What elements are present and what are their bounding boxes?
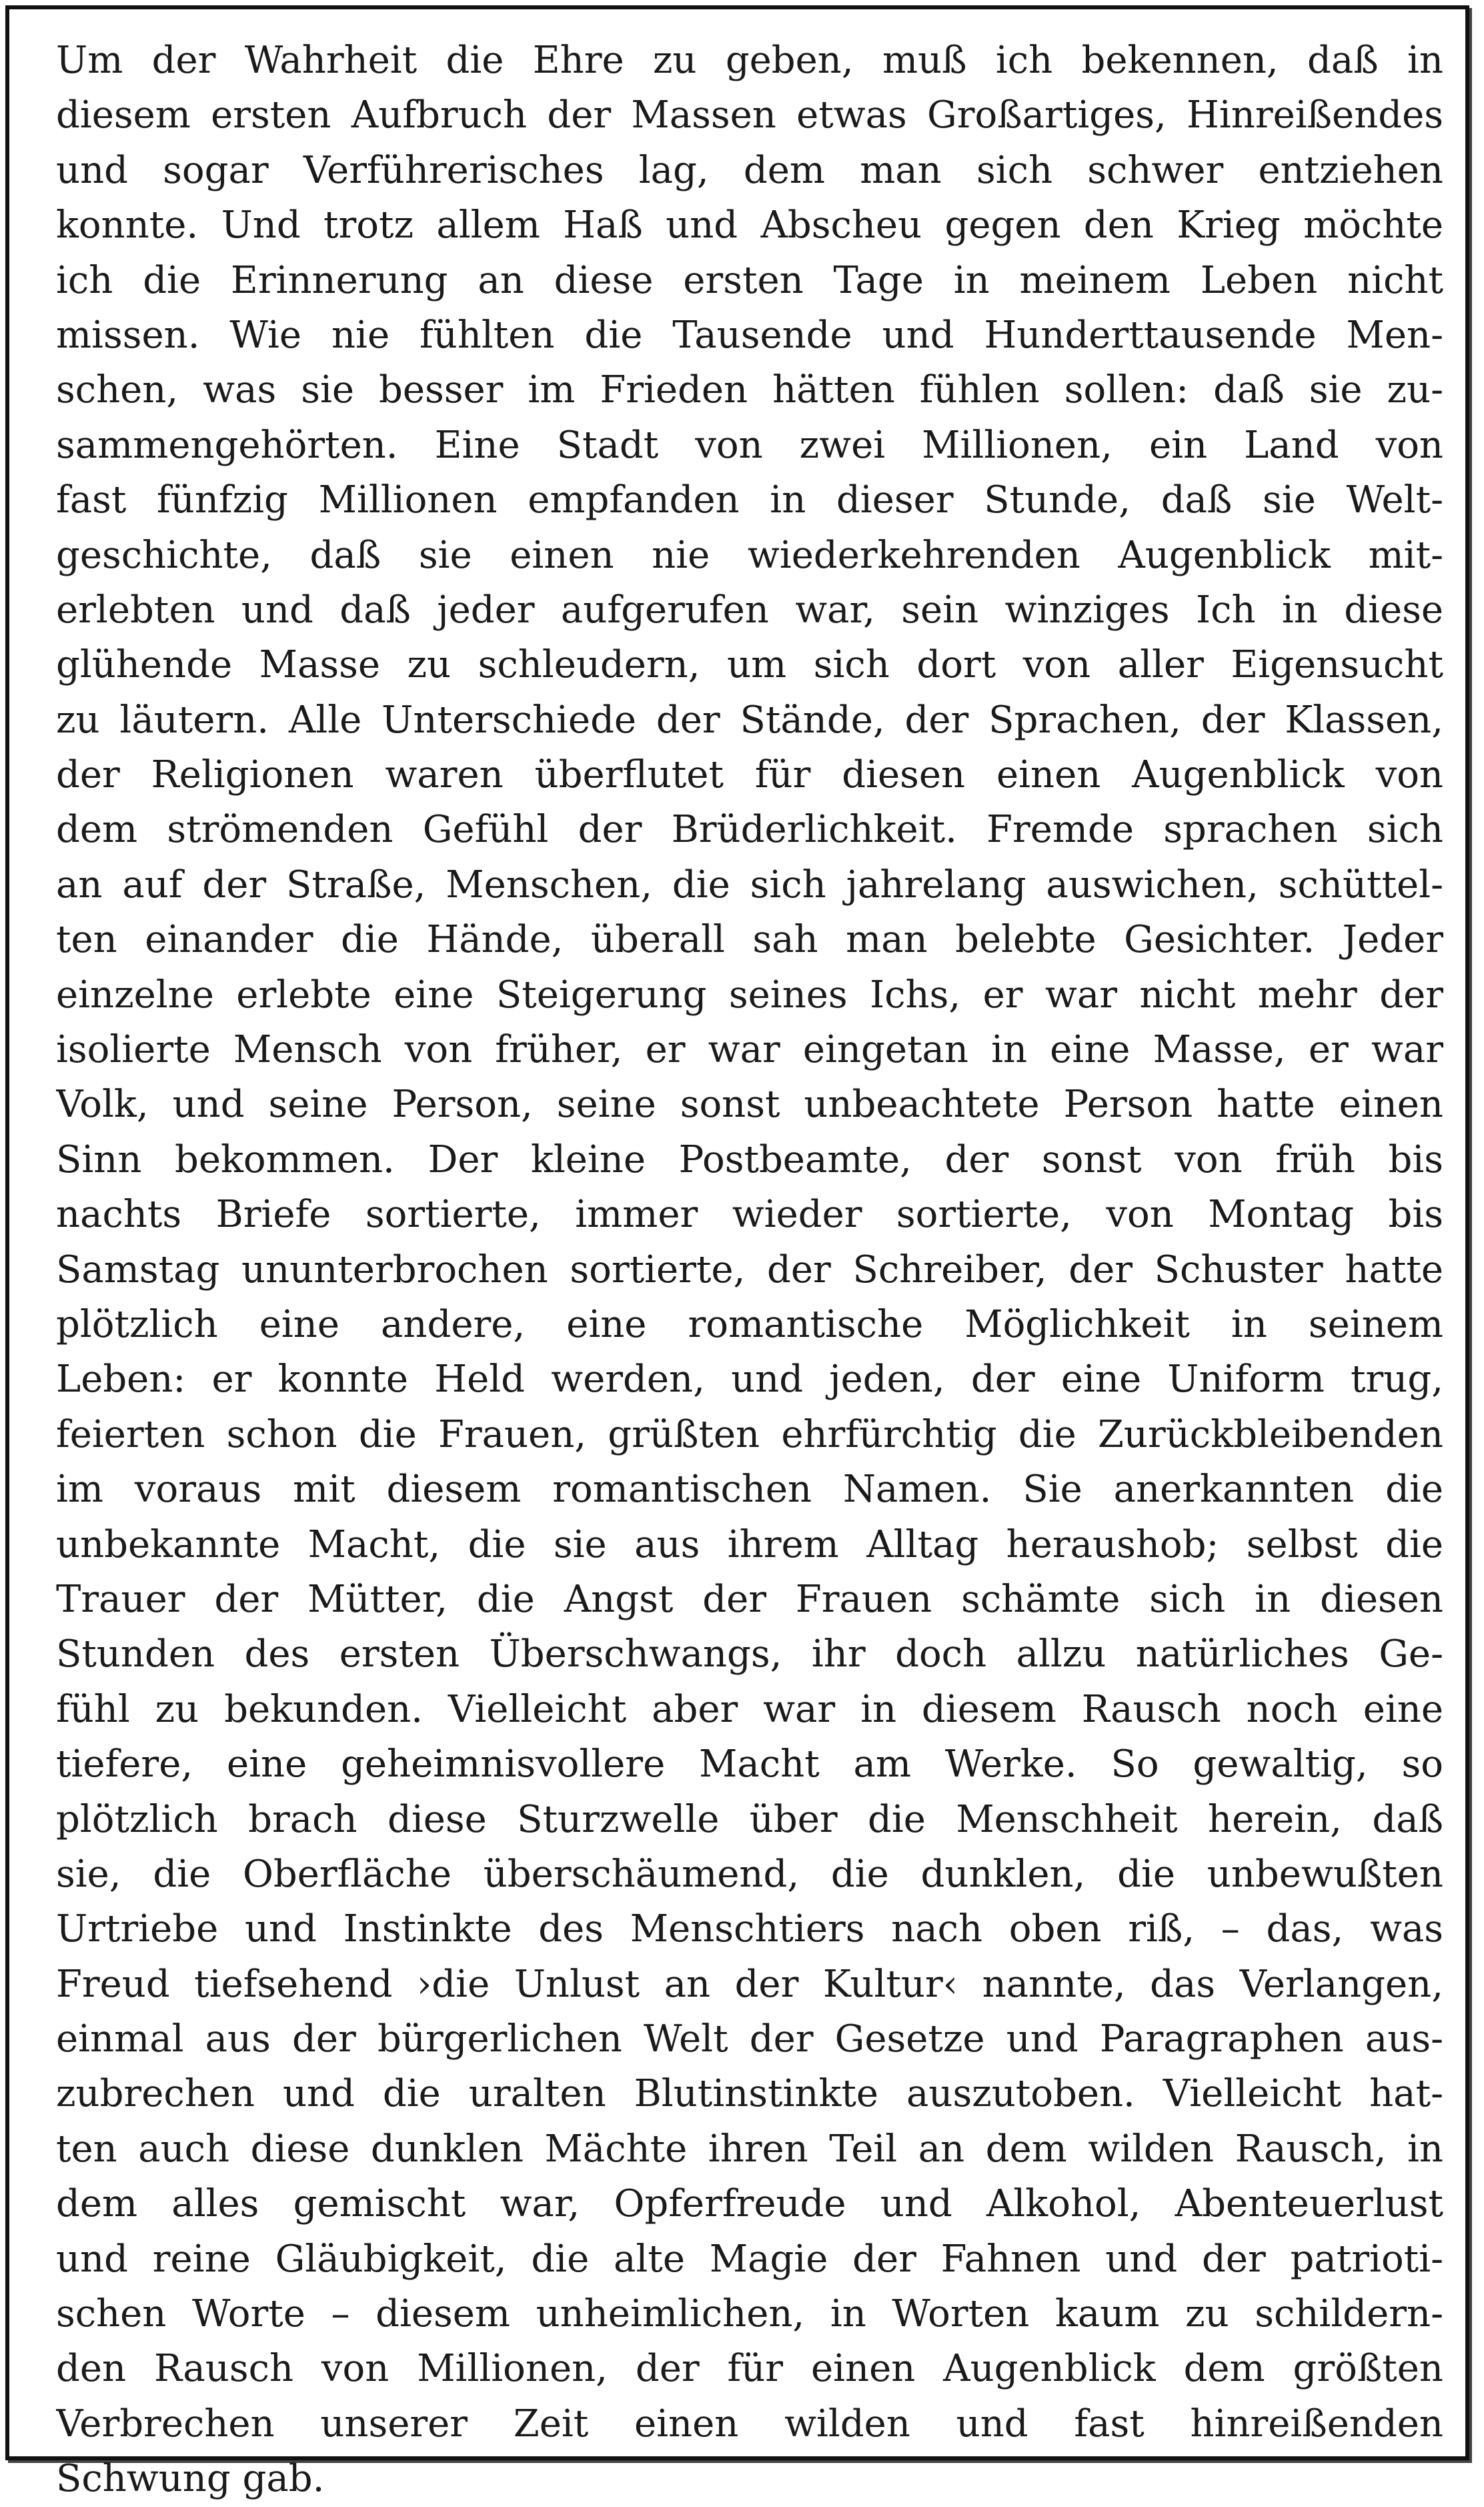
text-line: dem alles gemischt war, Opferfreude und Alkohol, Abenteuerlust (56, 2182, 1443, 2226)
text-line: den Rausch von Millionen, der für einen Augenblick dem größten (56, 2347, 1443, 2391)
text-line: zu läutern. Alle Unterschiede der Stände, der Sprachen, der Klassen, (56, 698, 1443, 742)
text-line: ten auch diese dunklen Mächte ihren Teil an dem wilden Rausch, in (56, 2127, 1443, 2171)
text-line: geschichte, daß sie einen nie wiederkehrenden Augenblick mit- (56, 533, 1443, 577)
text-line: isolierte Mensch von früher, er war eingetan in eine Masse, er war (56, 1028, 1443, 1072)
text-line: Trauer der Mütter, die Angst der Frauen schämte sich in diesen (56, 1577, 1443, 1621)
text-line: und reine Gläubigkeit, die alte Magie der Fahnen und der patrioti- (56, 2237, 1443, 2281)
text-line: Urtriebe und Instinkte des Menschtiers nach oben riß, – das, was (56, 1907, 1443, 1951)
text-line: dem strömenden Gefühl der Brüderlichkeit. Fremde sprachen sich (56, 808, 1443, 852)
text-line: erlebten und daß jeder aufgerufen war, sein winziges Ich in diese (56, 588, 1443, 632)
text-line: Sinn bekommen. Der kleine Postbeamte, der sonst von früh bis (56, 1137, 1443, 1181)
text-line: Samstag ununterbrochen sortierte, der Schreiber, der Schuster hatte (56, 1247, 1443, 1292)
text-line: und sogar Verführerisches lag, dem man sich schwer entziehen (56, 148, 1443, 192)
page-frame (5, 5, 1469, 2501)
text-line: einmal aus der bürgerlichen Welt der Gesetze und Paragraphen aus- (56, 2017, 1443, 2061)
text-line: Freud tiefsehend ›die Unlust an der Kultur‹ nannte, das Verlangen, (56, 1962, 1443, 2006)
text-line: sie, die Oberfläche überschäumend, die dunklen, die unbewußten (56, 1852, 1443, 1896)
text-line-last: Schwung gab. (56, 2457, 325, 2501)
text-line: sammengehörten. Eine Stadt von zwei Millionen, ein Land von (56, 423, 1443, 467)
text-line: fast fünfzig Millionen empfanden in dieser Stunde, daß sie Welt- (56, 478, 1443, 522)
text-line: diesem ersten Aufbruch der Massen etwas Großartiges, Hinreißendes (56, 93, 1443, 137)
text-line: Volk, und seine Person, seine sonst unbeachtete Person hatte einen (56, 1083, 1443, 1127)
text-line: Leben: er konnte Held werden, und jeden, der eine Uniform trug, (56, 1358, 1443, 1402)
text-line: glühende Masse zu schleudern, um sich dort von aller Eigensucht (56, 643, 1443, 687)
text-line: Stunden des ersten Überschwangs, ihr doch allzu natürliches Ge- (56, 1632, 1443, 1676)
text-line: ten einander die Hände, überall sah man belebte Gesichter. Jeder (56, 918, 1443, 962)
text-line: tiefere, eine geheimnisvollere Macht am Werke. So gewaltig, so (56, 1742, 1443, 1787)
text-line: missen. Wie nie fühlten die Tausende und Hunderttausende Men- (56, 313, 1443, 357)
text-line: feierten schon die Frauen, grüßten ehrfürchtig die Zurückbleibenden (56, 1412, 1443, 1456)
text-line: fühl zu bekunden. Vielleicht aber war in diesem Rausch noch eine (56, 1687, 1443, 1731)
text-line: schen, was sie besser im Frieden hätten fühlen sollen: daß sie zu- (56, 368, 1443, 412)
text-line: Verbrechen unserer Zeit einen wilden und fast hinreißenden (56, 2402, 1443, 2446)
text-line: im voraus mit diesem romantischen Namen. Sie anerkannten die (56, 1468, 1443, 1512)
text-line: plötzlich brach diese Sturzwelle über die Menschheit herein, daß (56, 1797, 1443, 1841)
text-line: ich die Erinnerung an diese ersten Tage in meinem Leben nicht (56, 258, 1443, 302)
text-line: konnte. Und trotz allem Haß und Abscheu gegen den Krieg möchte (56, 203, 1443, 247)
text-line: plötzlich eine andere, eine romantische Möglichkeit in seinem (56, 1302, 1443, 1346)
text-line: an auf der Straße, Menschen, die sich jahrelang auswichen, schüttel- (56, 863, 1443, 907)
text-line: zubrechen und die uralten Blutinstinkte auszutoben. Vielleicht hat- (56, 2072, 1443, 2116)
text-line: unbekannte Macht, die sie aus ihrem Alltag heraushob; selbst die (56, 1522, 1443, 1566)
text-line: nachts Briefe sortierte, immer wieder sortierte, von Montag bis (56, 1193, 1443, 1237)
text-line: schen Worte – diesem unheimlichen, in Worten kaum zu schildern- (56, 2292, 1443, 2336)
text-line: der Religionen waren überflutet für diesen einen Augenblick von (56, 753, 1443, 797)
body-text (56, 33, 1443, 2507)
text-line: Um der Wahrheit die Ehre zu geben, muß ich bekennen, daß in (56, 39, 1443, 82)
text-line: einzelne erlebte eine Steigerung seines Ichs, er war nicht mehr der (56, 973, 1443, 1017)
